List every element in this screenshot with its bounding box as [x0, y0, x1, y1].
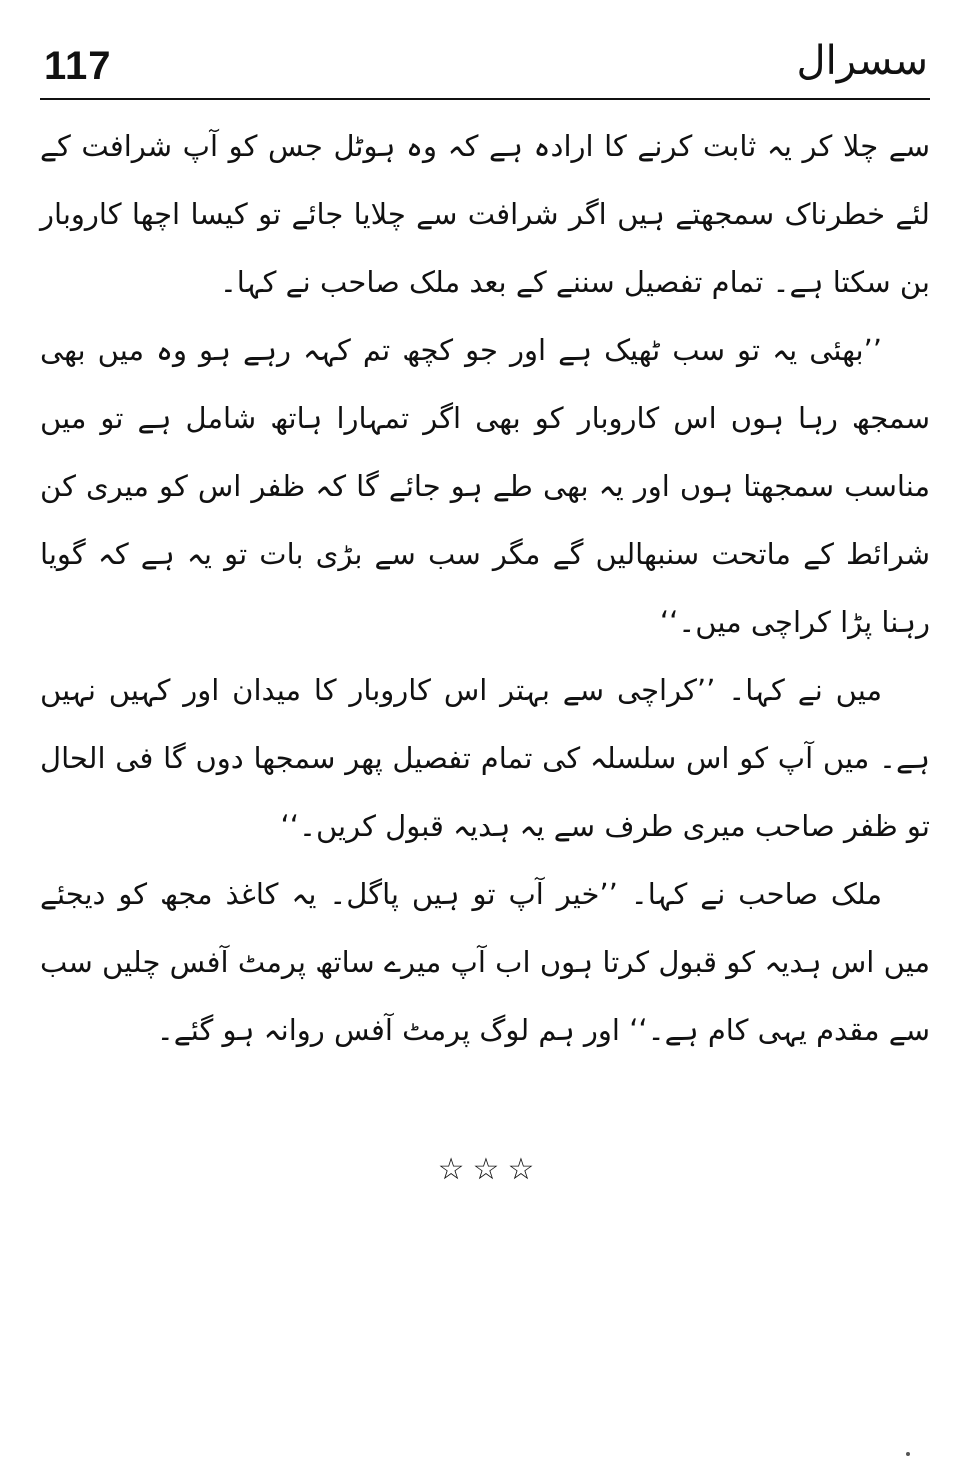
page-header: [40, 30, 930, 100]
page-number: 117: [44, 44, 112, 88]
body-text: [40, 112, 930, 1187]
header-divider: [40, 98, 930, 100]
paragraph-4: ملک صاحب نے کہا۔ ’’خیر آپ تو ہیں پاگل۔ یہ کاغذ مجھ کو دیجئے میں اس ہدیہ کو قبول کرتا ہوں اب آپ میرے ساتھ پرمٹ آفس چلیں سب سے مقدم یہی کام ہے۔‘‘ اور ہم لوگ پرمٹ آفس روانہ ہو گئے۔: [40, 877, 930, 1047]
section-separator-stars: ☆☆☆: [437, 1152, 543, 1187]
running-title: سسرال: [796, 38, 928, 84]
paragraph-3: میں نے کہا۔ ’’کراچی سے بہتر اس کاروبار کا میدان اور کہیں نہیں ہے۔ میں آپ کو اس سلسلہ کی تمام تفصیل پھر سمجھا دوں گا فی الحال تو ظفر صاحب میری طرف سے یہ ہدیہ قبول کریں۔‘‘: [40, 673, 930, 843]
paragraph-2: ’’بھئی یہ تو سب ٹھیک ہے اور جو کچھ تم کہہ رہے ہو وہ میں بھی سمجھ رہا ہوں اس کاروبار کو بھی اگر تمہارا ہاتھ شامل ہے تو میں مناسب سمجھتا ہوں اور یہ بھی طے ہو جائے گا کہ ظفر اس کو میری کن شرائط کے ماتحت سنبھالیں گے مگر سب سے بڑی بات تو یہ ہے کہ گویا رہنا پڑا کراچی میں۔‘‘: [40, 333, 930, 639]
scan-speck: [906, 1452, 910, 1456]
paragraph-1: سے چلا کر یہ ثابت کرنے کا ارادہ ہے کہ وہ ہوٹل جس کو آپ شرافت کے لئے خطرناک سمجھتے ہیں اگر شرافت سے چلایا جائے تو کیسا اچھا کاروبار بن سکتا ہے۔ تمام تفصیل سننے کے بعد ملک صاحب نے کہا۔: [40, 129, 930, 299]
